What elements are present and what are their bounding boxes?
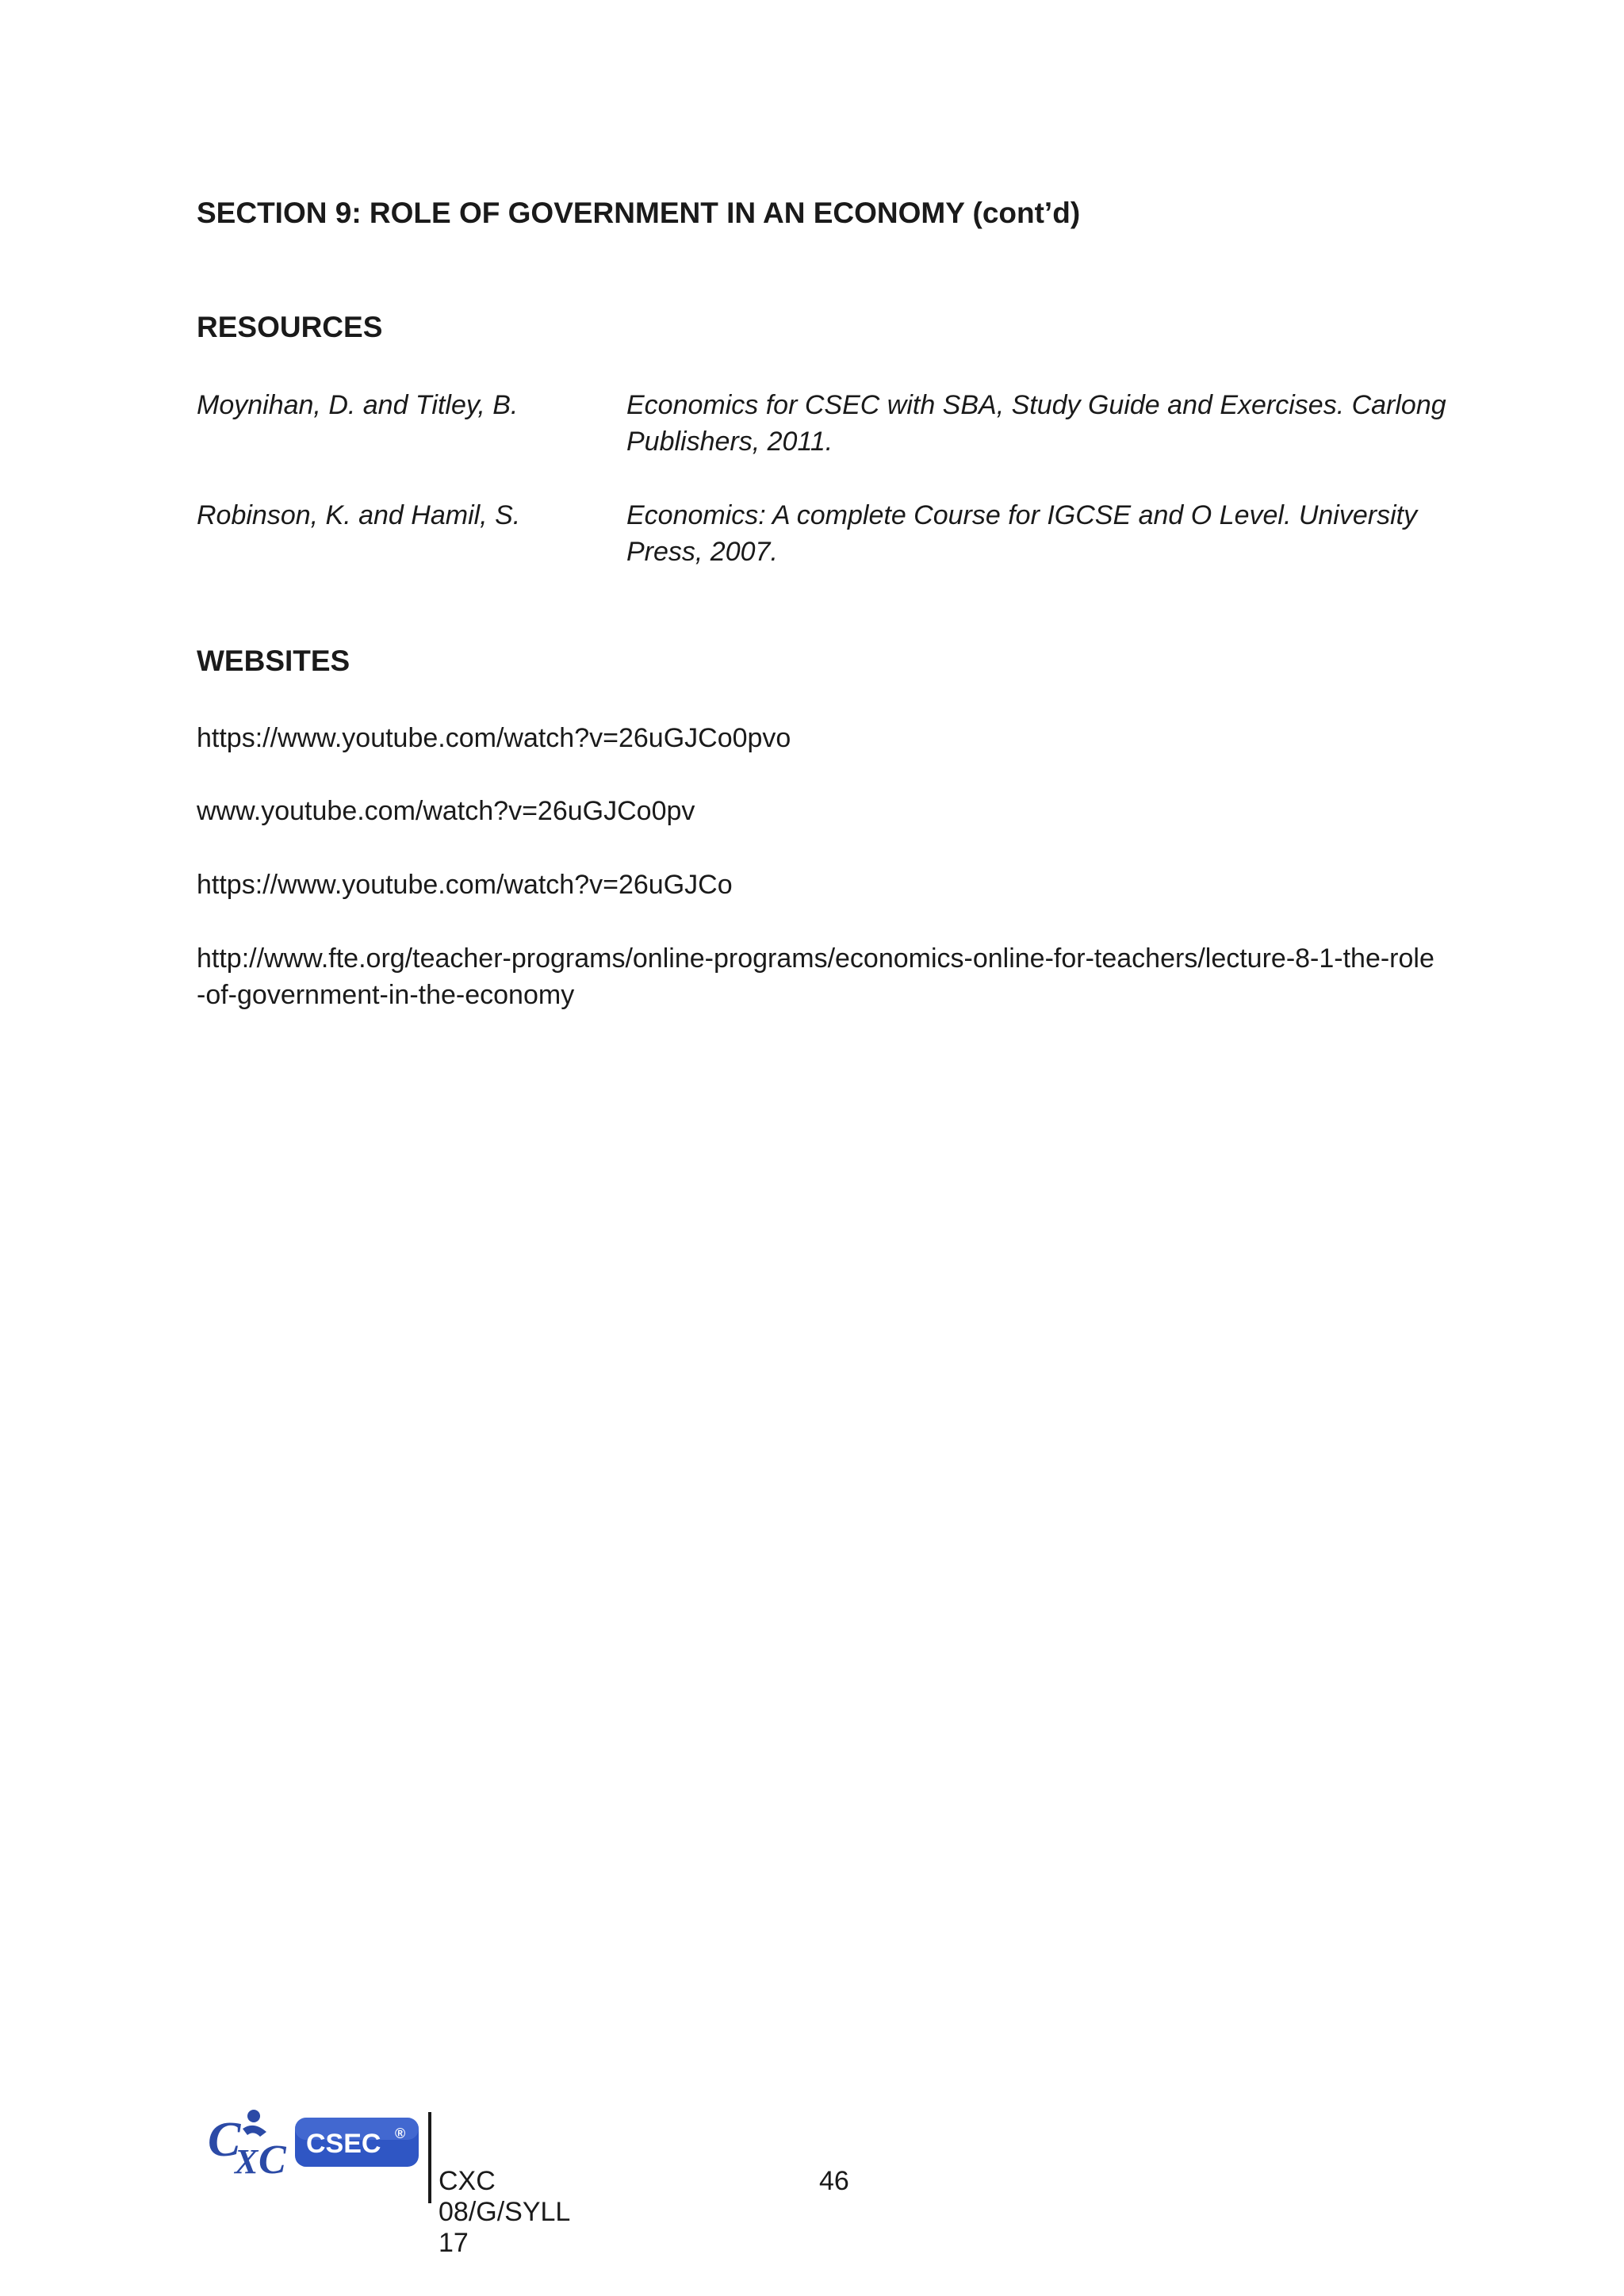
website-link[interactable]: http://www.fte.org/teacher-programs/online-programs/economics-online-for-teachers/lecture-8-1-the-role-of-government-in-the-economy <box>197 943 1434 1010</box>
csec-badge-text: CSEC <box>306 2129 381 2159</box>
resource-author: Robinson, K. and Hamil, S. <box>197 500 521 530</box>
registered-mark: ® <box>395 2126 406 2141</box>
logo-figure-body <box>243 2126 266 2137</box>
resource-title: Economics for CSEC with SBA, Study Guide and Exercises. Carlong Publishers, 2011. <box>626 390 1446 457</box>
resource-author: Moynihan, D. and Titley, B. <box>197 390 519 420</box>
cxc-csec-logo <box>208 2105 430 2184</box>
logo-brand-c2: C <box>259 2137 286 2183</box>
section-title: SECTION 9: ROLE OF GOVERNMENT IN AN ECONOMY (cont’d) <box>197 197 1081 229</box>
footer-divider <box>428 2112 431 2203</box>
resources-heading: RESOURCES <box>197 311 383 343</box>
syllabus-code: CXC 08/G/SYLL 17 <box>439 2166 570 2258</box>
logo-brand-c1: C <box>208 2113 241 2167</box>
page-number: 46 <box>819 2166 849 2196</box>
resource-title: Economics: A complete Course for IGCSE and O Level. University Press, 2007. <box>626 500 1418 567</box>
websites-heading: WEBSITES <box>197 645 350 677</box>
website-link[interactable]: https://www.youtube.com/watch?v=26uGJCo <box>197 870 733 900</box>
logo-brand-x: X <box>235 2142 259 2181</box>
logo-figure-head <box>247 2110 260 2122</box>
website-link[interactable]: https://www.youtube.com/watch?v=26uGJCo0pvo <box>197 723 791 753</box>
website-link[interactable]: www.youtube.com/watch?v=26uGJCo0pv <box>197 796 695 826</box>
cxc-emblem-icon <box>208 2110 287 2183</box>
